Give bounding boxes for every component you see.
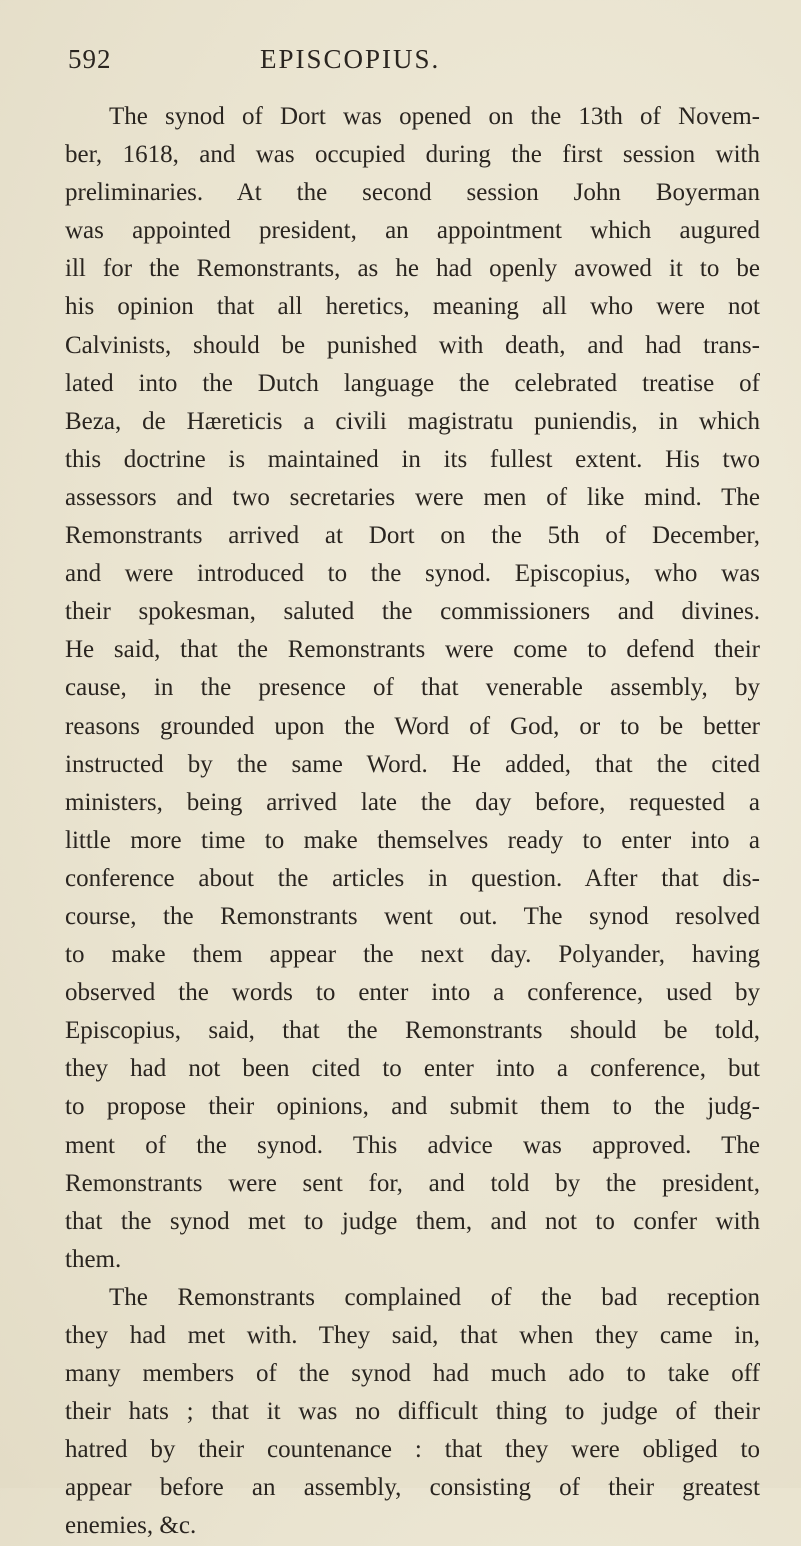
page-number: 592 <box>68 44 112 74</box>
text-line: Remonstrants arrived at Dort on the 5th of December, <box>65 522 760 550</box>
text-line: they had met with. They said, that when they came in, <box>65 1322 760 1349</box>
text-line: The Remonstrants complained of the bad reception <box>109 1283 760 1311</box>
text-line: Calvinists, should be punished with death, and had trans- <box>65 331 760 359</box>
text-line: they had not been cited to enter into a conference, but <box>65 1055 760 1083</box>
text-line: cause, in the presence of that venerable assembly, by <box>65 674 760 702</box>
text-line: to make them appear the next day. Polyander, having <box>65 941 760 969</box>
text-line: ill for the Remonstrants, as he had openly avowed it to be <box>65 255 760 283</box>
text-line: ment of the synod. This advice was approved. The <box>65 1131 760 1159</box>
text-line: Beza, de Hæreticis a civili magistratu puniendis, in which <box>65 407 760 435</box>
text-line: reasons grounded upon the Word of God, or to be better <box>65 712 760 740</box>
text-line: to propose their opinions, and submit them to the judg- <box>65 1093 760 1121</box>
text-line: observed the words to enter into a conference, used by <box>65 979 760 1007</box>
text-line: that the synod met to judge them, and not to confer with <box>65 1207 760 1235</box>
text-line: preliminaries. At the second session John Boyerman <box>65 179 760 207</box>
text-line: enemies, &c. <box>65 1512 197 1540</box>
text-line: He said, that the Remonstrants were come to defend their <box>65 636 760 664</box>
text-line: this doctrine is maintained in its fullest extent. His two <box>65 445 760 473</box>
text-line: their hats ; that it was no difficult thing to judge of their <box>65 1398 760 1426</box>
text-line: appear before an assembly, consisting of their greatest <box>65 1474 760 1502</box>
text-line: ber, 1618, and was occupied during the first session with <box>65 141 760 169</box>
text-line: course, the Remonstrants went out. The synod resolved <box>65 902 760 930</box>
text-line: assessors and two secretaries were men of like mind. The <box>65 483 760 511</box>
text-line: their spokesman, saluted the commissioners and divines. <box>65 598 760 626</box>
text-line: Remonstrants were sent for, and told by the president, <box>65 1169 760 1197</box>
text-line: them. <box>65 1245 122 1273</box>
paragraph <box>65 1279 760 1546</box>
text-line: The synod of Dort was opened on the 13th of Novem- <box>109 103 760 130</box>
text-line: ministers, being arrived late the day before, requested a <box>65 788 760 816</box>
text-line: instructed by the same Word. He added, that the cited <box>65 750 760 778</box>
page-header <box>60 40 741 80</box>
text-line: lated into the Dutch language the celebrated treatise of <box>65 369 760 397</box>
running-head: EPISCOPIUS. <box>260 44 441 74</box>
text-line: and were introduced to the synod. Episcopius, who was <box>65 560 760 588</box>
text-line: hatred by their countenance : that they were obliged to <box>65 1436 760 1464</box>
text-line: was appointed president, an appointment which augured <box>65 217 760 245</box>
text-line: Episcopius, said, that the Remonstrants should be told, <box>65 1017 760 1045</box>
text-line: little more time to make themselves ready to enter into a <box>65 826 760 854</box>
body-text <box>65 98 760 1546</box>
paragraph <box>65 98 760 1279</box>
text-line: his opinion that all heretics, meaning all who were not <box>65 293 760 321</box>
text-line: many members of the synod had much ado to take off <box>65 1360 760 1388</box>
text-line: conference about the articles in question. After that dis- <box>65 864 760 892</box>
